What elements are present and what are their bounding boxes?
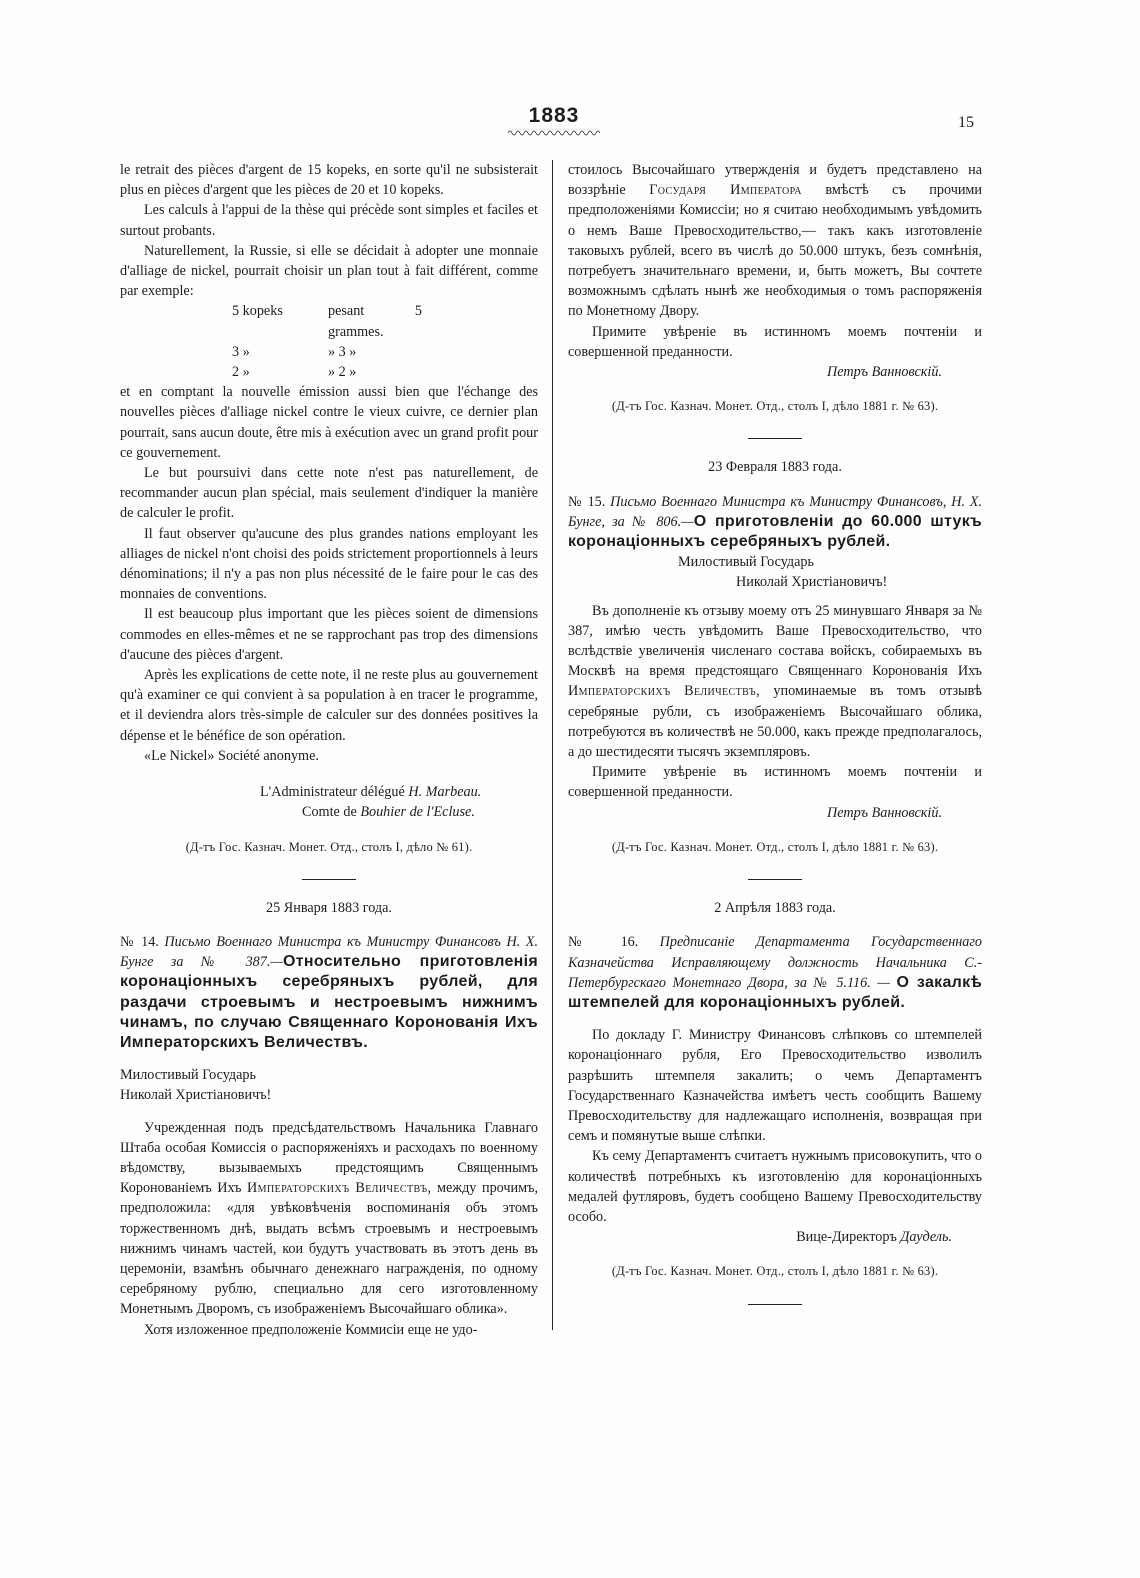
signature-name: H. Marbeau. (408, 784, 482, 801)
left-column (120, 160, 538, 1340)
text-run: стоилось Высочайшаго утвержденія и будетъ представлено на воззрѣніе (568, 162, 982, 199)
page-header (0, 104, 1140, 144)
signature-title: L'Administrateur délégué (260, 784, 405, 801)
weights-table (232, 301, 422, 382)
text-run: вмѣстѣ съ прочими предположеніями Комиссіи; но я считаю необходимымъ увѣдомить о немъ Ваше Превосходительство,— такъ какъ изготовленіе таковыхъ рублей, всего въ числѣ до 50.000 штукъ, безъ сомнѣнія, потребуетъ значительнаго времени, и, быть можетъ, Вы сочтете возможнымъ сдѣлать нынѣ же необходимыя о томъ распоряженія по Монетному Двору. (568, 182, 982, 320)
paragraph: Хотя изложенное предположеніе Коммисіи еще не удо- (144, 1321, 478, 1338)
signature-line (260, 782, 538, 802)
table-cell: 3 » (232, 343, 250, 360)
salutation-name: Николай Христіановичъ! (736, 574, 888, 591)
text-run: Государя Императора (649, 182, 802, 199)
paragraph: Le but poursuivi dans cette note n'est pas naturellement, de recommander aucun plan spécial, mais seulement d'indiquer la manière de calculer le profit. (120, 465, 538, 522)
signature-name: Даудель. (900, 1229, 952, 1246)
text-run: Императорскихъ Величествъ, (247, 1180, 432, 1197)
document-description: Письмо Военнаго Министра къ Министру Финансовъ, Н. Х. Бунге, за № 806.— (568, 493, 983, 530)
paragraph (568, 160, 982, 322)
paragraph: Примите увѣреніе въ истинномъ моемъ почтеніи и совершенной преданности. (568, 764, 982, 801)
paragraph: Il faut observer qu'aucune des plus grandes nations employant les alliages de nickel n'ont choisi des poids strictement proportionnels à leurs dénominations; il n'y a pas non plus nécessité de le faire pour le cas des monnaies de conventions. (120, 525, 538, 603)
signature: Петръ Ванновскій. (826, 804, 942, 821)
text-run: Въ дополненіе къ отзыву моему отъ 25 минувшаго Января за № 387, имѣю честь увѣдомить Ваше Превосходительство, что вслѣдствіе увеличенія численаго состава войскъ, собираемыхъ въ Москвѣ на время предстоящаго Священнаго Коронованія Ихъ (568, 602, 982, 680)
document-number: № 16. (568, 934, 639, 951)
signature-title: Comte de (302, 804, 357, 821)
paragraph: le retrait des pièces d'argent de 15 kopeks, en sorte qu'il ne subsisterait plus en pièces d'argent que les pièces de 20 et 10 kopeks. (120, 162, 538, 199)
page-number: 15 (958, 114, 974, 131)
signature-line (302, 802, 538, 822)
table-row (232, 362, 422, 382)
paragraph: Les calculs à l'appui de la thèse qui précède sont simples et faciles et surtout probants. (120, 202, 538, 239)
table-cell: 2 » (232, 364, 250, 381)
paragraph: Naturellement, la Russie, si elle se décidait à adopter une monnaie d'alliage de nickel, pourrait choisir un plan tout à fait différent, comme par exemple: (120, 242, 538, 300)
salutation-name: Николай Христіановичъ! (120, 1087, 272, 1104)
paragraph: По докладу Г. Министру Финансовъ слѣпковъ со штемпелей коронаціоннаго рубля, Его Превосходительство изволилъ разрѣшить штемпеля закалить; о чемъ Департаментъ Государственнаго Казначейства имѣетъ честь сообщить Вашему Превосходительству для надлежащаго исполненія, возвращая при семъ и помянутые выше слѣпки. (568, 1027, 982, 1145)
paragraph: Къ сему Департаментъ считаетъ нужнымъ присовокупить, что о количествѣ потребныхъ къ изготовленію для коронаціонныхъ медалей футляровъ, будетъ сообщено Вашему Превосходительству особо. (568, 1148, 982, 1225)
text-run: упоминаемые въ томъ отзывѣ серебряные рубли, съ изображеніемъ Высочайшаго облика, потребуются въ количествѣ не 50.000, какъ прежде предполагалось, а до шестидесяти тысячъ экземпляровъ. (568, 683, 982, 761)
text-run: Императорскихъ Величествъ, (568, 683, 761, 700)
text-run: между прочимъ, предположила: «для увѣковѣченія воспоминанія объ этомъ торжественномъ днѣ, выдать всѣмъ строевымъ и нестроевымъ нижнимъ чинамъ частей, кои будутъ участвовать въ этотъ день въ церемоніи, взамѣнъ обычнаго денежнаго награжденія, по одному серебряному рублю, специально для сего изготовленному Монетнымъ Дворомъ, съ изображеніемъ Высочайшаго облика». (120, 1180, 538, 1318)
document-title (568, 932, 982, 1013)
table-row (232, 301, 422, 341)
document-description: Предписаніе Департамента Государственнаго Казначейства Исправляющему должность Начальника С.-Петербургскаго Монетнаго Двора, за № 5.116. — (568, 934, 983, 991)
section-rule (748, 879, 802, 880)
column-divider (552, 160, 553, 1330)
salutation: Милостивый Государь (120, 1067, 256, 1084)
text-run: Учрежденная подъ предсѣдательствомъ Начальника Главнаго Штаба особая Комиссія о распоряженіяхъ и расходахъ по военному вѣдомству, вызываемыхъ предстоящимъ Священнымъ Коронованіемъ Ихъ (120, 1119, 538, 1197)
document-title (120, 932, 538, 1053)
document-date: 23 Февраля 1883 года. (708, 459, 842, 476)
ornament-wave (508, 129, 600, 137)
paragraph: Après les explications de cette note, il ne reste plus au gouvernement qu'à examiner ce qui convient à sa population à en tracer le programme, et il deviendra alors très-simple de calculer sur des données positives la dépense et le bénéfice de son opération. (120, 667, 538, 744)
archive-reference: (Д-тъ Гос. Казнач. Монет. Отд., столъ I, дѣло 1881 г. № 63). (611, 1264, 939, 1279)
right-column (568, 160, 982, 1305)
archive-reference: (Д-тъ Гос. Казнач. Монет. Отд., столъ I, дѣло 1881 г. № 63). (611, 399, 939, 414)
paragraph: et en comptant la nouvelle émission aussi bien que l'échange des nouvelles pièces d'alliage nickel contre le vieux cuivre, ce dernier plan pourrait, sans aucun doute, être mis à exécution avec un grand profit pour ce gouvernement. (120, 384, 538, 461)
document-number: № 15. (568, 493, 606, 510)
year-heading: 1883 (528, 104, 580, 127)
document-date: 2 Апрѣля 1883 года. (714, 900, 836, 917)
document-number: № 14. (120, 933, 159, 950)
archive-reference: (Д-тъ Гос. Казнач. Монет. Отд., столъ I, дѣло № 61). (185, 839, 473, 854)
document-date: 25 Января 1883 года. (266, 899, 392, 916)
signature-name: Bouhier de l'Ecluse. (360, 804, 475, 821)
section-rule (748, 438, 802, 439)
paragraph (120, 1118, 538, 1320)
section-rule (748, 1304, 802, 1305)
document-subject: Относительно приготовленія коронаціонныхъ серебряныхъ рублей, для раздачи строевымъ и нестроевымъ нижнимъ чинамъ, по случаю Священнаго Коронованія Ихъ Императорскихъ Величествъ. (120, 953, 538, 1051)
table-cell: » 2 » (328, 364, 357, 381)
table-row (232, 342, 422, 362)
table-cell: 5 kopeks (232, 303, 283, 320)
signature-line (568, 1227, 982, 1247)
paragraph (568, 601, 982, 763)
archive-reference: (Д-тъ Гос. Казнач. Монет. Отд., столъ I, дѣло 1881 г. № 63). (611, 839, 939, 854)
document-subject: О приготовленіи до 60.000 штукъ коронаціонныхъ серебряныхъ рублей. (568, 512, 982, 551)
company-line: «Le Nickel» Société anonyme. (144, 747, 319, 764)
table-cell: » 3 » (328, 343, 357, 360)
document-description: Письмо Военнаго Министра къ Министру Финансовъ Н. Х. Бунге за № 387.— (120, 933, 539, 971)
signature-title: Вице-Директоръ (796, 1229, 897, 1246)
document-subject: О закалкѣ штемпелей для коронаціонныхъ рублей. (568, 973, 982, 1011)
paragraph: Il est beaucoup plus important que les pièces soient de dimensions commodes en elles-mêmes et ne se rapprochant pas trop des dimensions d'aucune des pièces d'argent. (120, 606, 538, 663)
paragraph: Примите увѣреніе въ истинномъ моемъ почтеніи и совершенной преданности. (568, 323, 982, 360)
document-title (568, 492, 982, 553)
signature: Петръ Ванновскій. (826, 364, 942, 381)
table-cell: pesant 5 grammes. (328, 303, 422, 340)
salutation: Милостивый Государь (678, 554, 814, 571)
section-rule (302, 879, 356, 880)
